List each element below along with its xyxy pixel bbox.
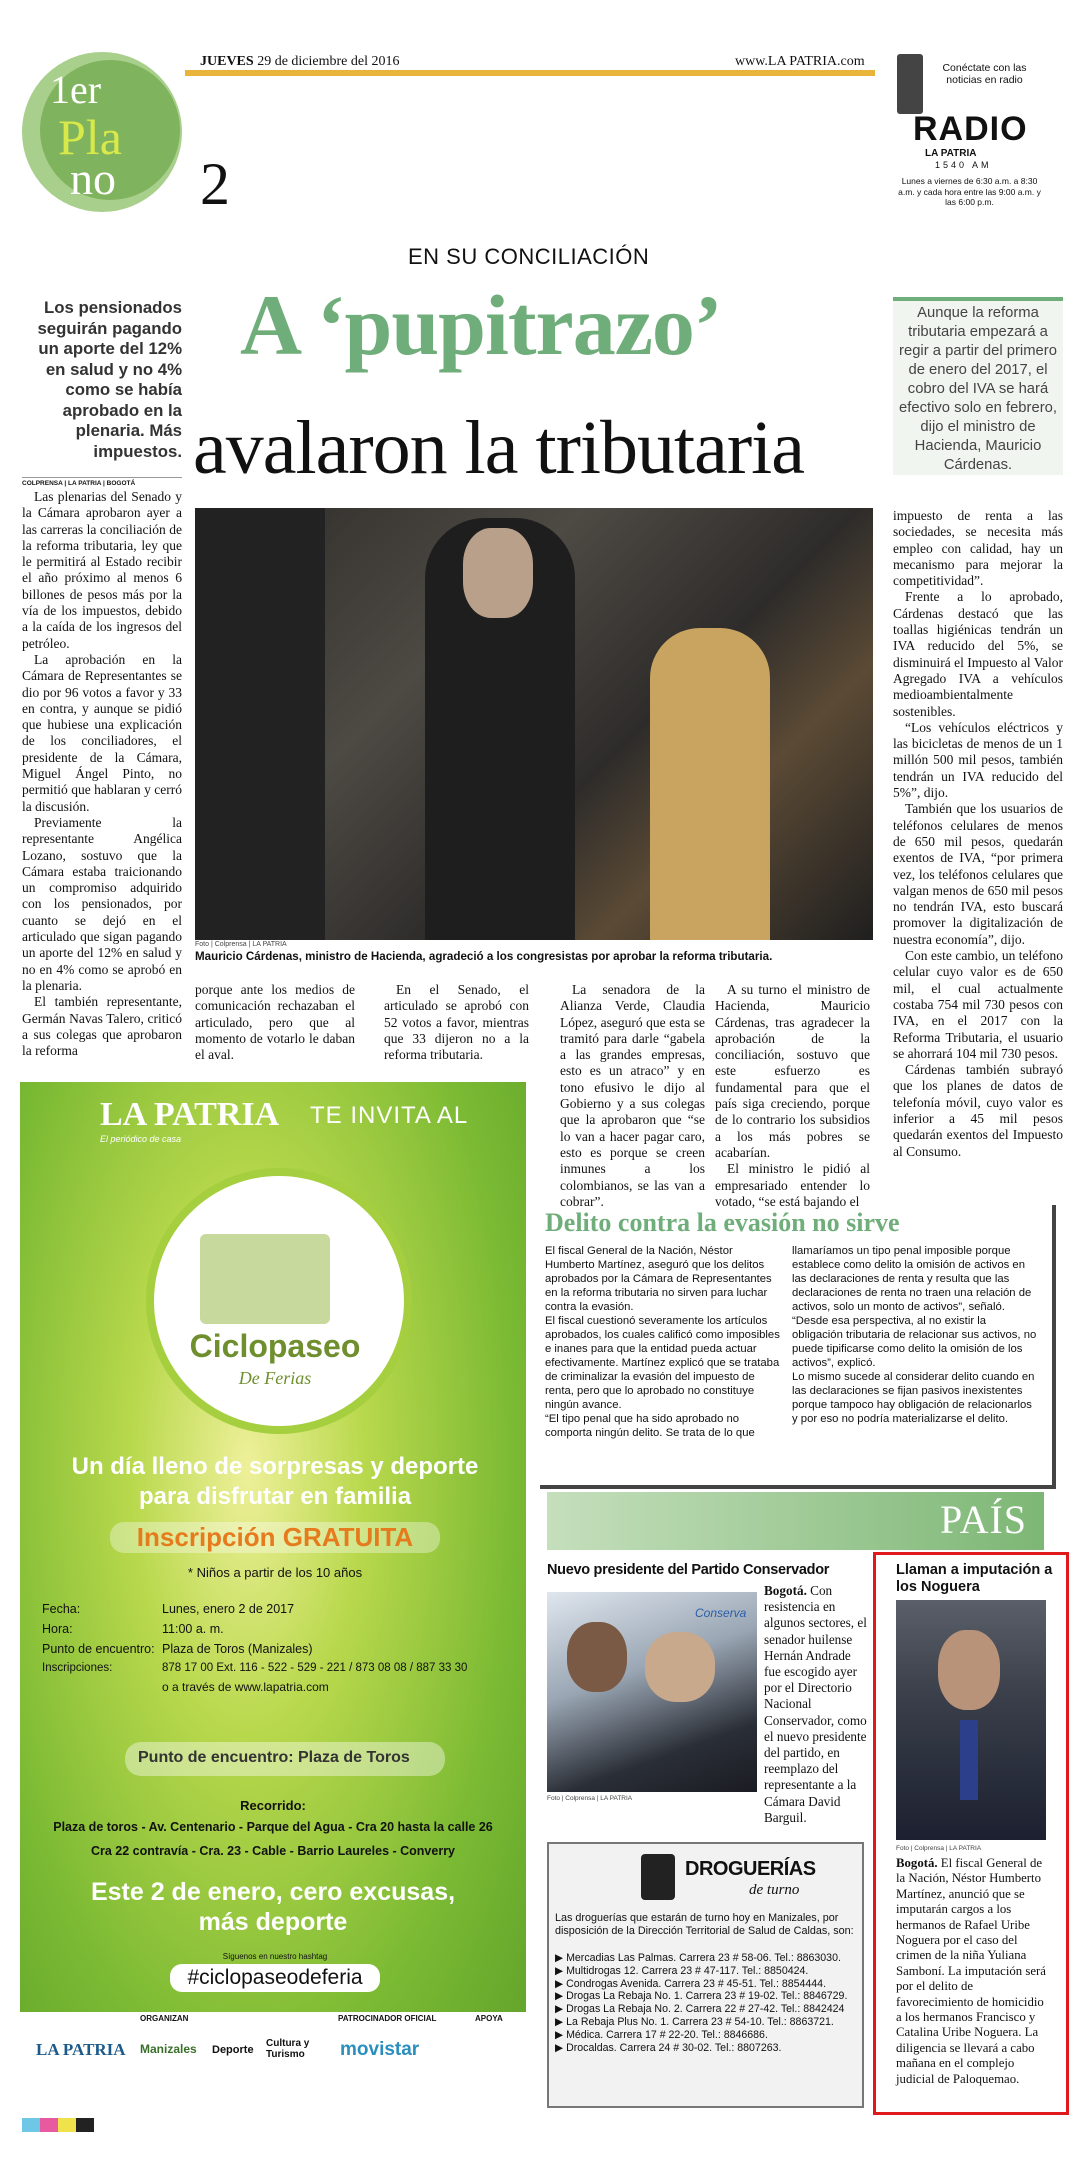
ad-detail-value: 11:00 a. m.: [162, 1622, 224, 1636]
ad-details: [42, 1602, 512, 1694]
ad-detail-row: [42, 1662, 512, 1674]
article-column-5: [715, 982, 870, 1210]
article-paragraph: Las plenarias del Senado y la Cámara aprobaron ayer a las carreras la conciliación de la reforma tributaria, ley que le permitirá al Estado recibir el año próximo al menos 6 billones de pesos más por la vía de los impuestos, debido a la caída de los ingresos del petróleo.: [22, 489, 182, 651]
story2-text: [896, 1856, 1051, 2087]
headline-line2: avalaron la tributaria: [193, 406, 805, 490]
story1-photo: [547, 1592, 757, 1792]
ad-web[interactable]: o a través de www.lapatria.com: [162, 1680, 329, 1694]
main-photo: [195, 508, 873, 940]
article-kicker: EN SU CONCILIACIÓN: [408, 244, 650, 269]
article-paragraph: También que los usuarios de teléfonos celulares de menos de 650 mil pesos, quedarán exentos de IVA, “por primera vez, los teléfonos celulares que valgan menos de 650 mil pesos no tendrán IVA, esto buscará promover la digitalización de nuestra economía”, dijo.: [893, 801, 1063, 947]
drogueria-text: Drogas La Rebaja No. 2. Carrera 22 # 27-42. Tel.: 8842424: [566, 2003, 845, 2016]
story2-photo-credit: Foto | Colprensa | LA PATRIA: [896, 1845, 982, 1852]
ad-detail-key: Hora:: [42, 1622, 73, 1636]
drogueria-item: ▶ Multidrogas 12. Carrera 23 # 47-117. Tel.: 8850424.: [555, 1964, 809, 1977]
header-date-text: 29 de diciembre del 2016: [257, 54, 400, 69]
droguerias-box: [547, 1842, 864, 2108]
article-paragraph: La senadora de la Alianza Verde, Claudia López, aseguró que esta se tramitó para darle “gabela a las grandes empresas, esto es un atraco” y en tono efusivo le dijo al Gobierno y a sus colegas que la aprobaron que “se lo van a hacer pagar caro, esto es porque se creen inmunes a los colombianos, se las van a cobrar”.: [560, 982, 705, 1209]
ad-hashtag[interactable]: #ciclopaseodeferia: [170, 1964, 380, 1992]
drogueria-text: Drogas La Rebaja No. 1. Carrera 23 # 19-02. Tel.: 8846729.: [566, 1990, 848, 2003]
article-paragraph: Frente a lo aprobado, Cárdenas destacó que las toallas higiénicas tendrán un IVA reducido del 5%, se disminuirá el Impuesto al Valor Agregado IVA a vehículos medioambientalmente sostenibles.: [893, 589, 1063, 719]
story1-text: [764, 1583, 869, 1826]
sponsor-manizales: Manizales: [140, 2042, 197, 2056]
story1-dateline: Bogotá.: [764, 1583, 807, 1598]
drogueria-item: ▶ Drogas La Rebaja No. 2. Carrera 22 # 27-42. Tel.: 8842424: [555, 2003, 845, 2016]
story1-photo-sign: Conserva: [695, 1606, 747, 1620]
article-paragraph: Previamente la representante Angélica Lozano, sostuvo que la Cámara estaba traicionando un compromiso adquirido con los pensionados, por cuanto se dejó en el articulado que sigan pagando un aporte del 12% en salud y no en 4% como se aprobó en la plenaria.: [22, 814, 182, 993]
ad-age-note: * Niños a partir de los 10 años: [187, 1565, 363, 1580]
ad-detail-key: Inscripciones:: [42, 1662, 113, 1674]
ad-follow: Síguenos en nuestro hashtag: [222, 1952, 328, 1961]
article-byline: COLPRENSA | LA PATRIA | BOGOTÁ: [22, 477, 182, 487]
photo-figure-face: [938, 1630, 1000, 1710]
ad-route-1: Plaza de toros - Av. Centenario - Parque del Agua - Cra 20 hasta la calle 26: [53, 1820, 493, 1834]
ad-slogan: Este 2 de enero, cero excusas, más deporte: [90, 1878, 456, 1936]
sponsor-deporte: Deporte: [212, 2044, 254, 2056]
ad-detail-value: 878 17 00 Ext. 116 - 522 - 529 - 221 / 873 08 08 / 887 33 30: [162, 1662, 468, 1674]
article-column-3: [384, 982, 529, 1063]
photo-figure-face: [645, 1632, 715, 1702]
microphone-icon: [897, 54, 923, 114]
story1-title: Nuevo presidente del Partido Conservador: [547, 1562, 830, 1578]
drogueria-text: Multidrogas 12. Carrera 23 # 47-117. Tel.: 8850424.: [566, 1964, 809, 1977]
radio-promo: [895, 54, 1045, 224]
story2-title: Llaman a imputación a los Noguera: [896, 1562, 1053, 1595]
section-logo-line2: Pla: [58, 109, 122, 165]
ad-detail-key: Fecha:: [42, 1602, 81, 1616]
article-column-6: [893, 508, 1063, 1160]
ad-event-sub: De Ferias: [238, 1368, 312, 1388]
ad-meeting: Punto de encuentro: Plaza de Toros: [138, 1749, 410, 1766]
radio-brand: RADIO: [913, 110, 1028, 148]
lede-left: Los pensionados seguirán pagando un aporte del 12% en salud y no 4% como se había aprobado en la plenaria. Más impuestos.: [37, 298, 182, 461]
droguerias-brand-sub: de turno: [749, 1882, 800, 1898]
color-swatch: [22, 2118, 40, 2132]
headline-line1: A ‘pupitrazo’: [240, 277, 722, 373]
ad-apoya: APOYA: [475, 2014, 503, 2023]
header-rule: [185, 70, 875, 76]
ad-detail-key: Punto de encuentro:: [42, 1642, 155, 1656]
article-column-1: [22, 489, 182, 1059]
ad-brand: LA PATRIA: [100, 1096, 280, 1133]
droguerias-list: [555, 1952, 860, 2054]
delito-title: Delito contra la evasión no sirve: [545, 1208, 900, 1237]
drogueria-text: La Rebaja Plus No. 1. Carrera 23 # 54-10. Tel.: 8863721.: [566, 2015, 834, 2028]
lede-right: Aunque la reforma tributaria empezará a regir a partir del primero de enero del 2017, el cobro del IVA se hará efectivo solo en febrero, dijo el ministro de Hacienda, Mauricio Cárdenas.: [893, 297, 1063, 475]
drogueria-text: Drocaldas. Carrera 24 # 30-02. Tel.: 8807263.: [566, 2041, 782, 2054]
article-paragraph: Cárdenas también subrayó que los planes de datos de telefonía móvil, cuyo valor es inferior a 45 mil pesos quedarán exentos del Impuesto al Consumo.: [893, 1062, 1063, 1159]
article-column-4: [560, 982, 705, 1210]
ad-registration: Inscripción GRATUITA: [110, 1522, 440, 1553]
section-logo-line1: 1er: [50, 67, 102, 112]
article-paragraph: En el Senado, el articulado se aprobó con 52 votos a favor, mientras que 33 dijeron no a la reforma tributaria.: [384, 982, 529, 1063]
drogueria-item: ▶ Mercadias Las Palmas. Carrera 23 # 58-06. Tel.: 8863030.: [555, 1952, 841, 1964]
article-paragraph: “Los vehículos eléctricos y las bicicletas de menos de un 1 millón 500 mil pesos, también tendrán un IVA reducido del 5%”, dijo.: [893, 719, 1063, 801]
story1-photo-credit: Foto | Colprensa | LA PATRIA: [547, 1795, 633, 1802]
header-date: [200, 54, 399, 70]
radio-frequency: 1540 AM: [935, 160, 992, 170]
section-logo-line3: no: [70, 153, 116, 204]
article-paragraph: La aprobación en la Cámara de Representantes se dio por 96 votos a favor y 33 en contra, y aunque se pidió que hubiese una explicación de los conciliadores, el presidente de la Cámara, Miguel Ángel Pinto, no permitió que hablaran y cerró la discusión.: [22, 651, 182, 814]
photo-figure-woman: [650, 628, 770, 940]
photo-credit: Foto | Colprensa | LA PATRIA: [195, 941, 287, 948]
color-swatch: [76, 2118, 94, 2132]
drogueria-text: Condrogas Avenida. Carrera 23 # 45-51. Tel.: 8854444.: [566, 1977, 827, 1990]
drogueria-text: Médica. Carrera 17 # 22-20. Tel.: 8846686.: [566, 2028, 768, 2041]
ad-brand-tag: El periódico de casa: [100, 1134, 182, 1144]
article-paragraph: El también representante, Germán Navas Talero, criticó a sus colegas que aprobaron la reforma: [22, 994, 182, 1059]
ad-detail-value: Lunes, enero 2 de 2017: [162, 1602, 295, 1616]
ad-invite: TE INVITA AL: [310, 1102, 469, 1129]
radio-schedule: Lunes a viernes de 6:30 a.m. a 8:30 a.m. y cada hora entre las 9:00 a.m. y las 6:00 p.m.: [898, 176, 1041, 207]
droguerias-intro: Las droguerías que estarán de turno hoy en Manizales, por disposición de la Dirección Territorial de Salud de Caldas, son:: [555, 1912, 854, 1937]
drogueria-item: ▶ Médica. Carrera 17 # 22-20. Tel.: 8846686.: [555, 2028, 768, 2041]
article-paragraph: porque ante los medios de comunicación rechazaban el articulado, pero que al momento de votarlo le daban el aval.: [195, 982, 355, 1063]
ad-detail-row: [42, 1642, 512, 1656]
ad-tagline: Un día lleno de sorpresas y deporte para disfrutar en familia: [71, 1453, 479, 1510]
ad-detail-row: [42, 1602, 512, 1616]
pais-section-label: PAÍS: [940, 1497, 1028, 1542]
ad-event-name: Ciclopaseo: [189, 1328, 361, 1364]
sponsor-cultura: Cultura y Turismo: [266, 2038, 310, 2060]
delito-text-left: El fiscal General de la Nación, Néstor Humberto Martínez, aseguró que los delitos aprobados por la Cámara de Representantes en la reforma tributaria no sirven para luchar contra la evasión. El fiscal cuestionó severamente los artículos aprobados, los cuales calificó como imposibles e inanes para que la entidad pueda actuar efectivamente. Martínez explicó que se trataba de criminalizar la evasión del impuesto de renta, pero que lo aprobado no constituye ningún avance. “El tipo penal que ha sido aprobado no comporta ningún delito. Se trata de lo que: [545, 1245, 780, 1439]
ciclopaseo-ad[interactable]: [20, 1082, 526, 2097]
article-paragraph: A su turno el ministro de Hacienda, Mauricio Cárdenas, tras agradecer la aprobación de la conciliación, sostuvo que este esfuerzo es fundamental para que el país siga creciendo, porque de lo contrario los subsidios a los más pobres se acabarían.: [715, 982, 870, 1160]
story2-photo: [896, 1600, 1046, 1840]
header-day: JUEVES: [200, 54, 254, 69]
color-swatch: [58, 2118, 76, 2132]
ad-organizan: ORGANIZAN: [140, 2014, 189, 2023]
ad-detail-row: [42, 1622, 512, 1636]
sponsor-la-patria: LA PATRIA: [36, 2040, 126, 2059]
article-paragraph: impuesto de renta a las sociedades, se necesita más empleo con calidad, hay un mecanismo para mejorar la competitividad”.: [893, 508, 1063, 589]
photo-figure-face: [567, 1622, 627, 1692]
print-color-bar: [22, 2118, 94, 2137]
ad-route-title: Recorrido:: [240, 1798, 306, 1813]
story2-body: El fiscal General de la Nación, Néstor Humberto Martínez, anunció que se imputarán cargos a los hermanos de Rafael Uribe Noguera por el caso del crimen de la niña Yuliana Samboní. La imputación será por el delito de favorecimiento de homicidio a los hermanos Francisco y Catalina Uribe Noguera. La diligencia se llevará a cabo mañana en el complejo judicial de Paloquemao.: [896, 1856, 1046, 2086]
header-site[interactable]: www.LA PATRIA.com: [735, 54, 865, 69]
photo-caption: Mauricio Cárdenas, ministro de Hacienda, agradeció a los congresistas por aprobar la reforma tributaria.: [195, 950, 773, 963]
photo-figure-left: [195, 508, 325, 940]
drogueria-item: ▶ Condrogas Avenida. Carrera 23 # 45-51. Tel.: 8854444.: [555, 1977, 827, 1990]
drogueria-item: ▶ La Rebaja Plus No. 1. Carrera 23 # 54-10. Tel.: 8863721.: [555, 2015, 834, 2028]
page-number: 2: [200, 151, 230, 217]
droguerias-brand: DROGUERÍAS: [685, 1858, 816, 1880]
story2-dateline: Bogotá.: [896, 1856, 938, 1870]
ad-patrocinador: PATROCINADOR OFICIAL: [338, 2014, 437, 2023]
sponsor-movistar: movistar: [340, 2039, 420, 2060]
drogueria-item: ▶ Drogas La Rebaja No. 1. Carrera 23 # 19-02. Tel.: 8846729.: [555, 1990, 848, 2003]
photo-figure-head: [463, 528, 533, 618]
drogueria-item: ▶ Drocaldas. Carrera 24 # 30-02. Tel.: 8807263.: [555, 2041, 782, 2054]
delito-text-right: llamaríamos un tipo penal imposible porque establece como delito la omisión de activos en las declaraciones de renta y resulta que las declaraciones de renta no traen una relación de activos, solo un monto de activos”, señaló. “Desde esa perspectiva, al no existir la obligación tributaria de relacionar sus activos, no puede tipificarse como delito la omisión de los activos”, explicó. Lo mismo sucede al considerar delito cuando en las declaraciones se fijan pasivos inexistentes porque tampoco hay obligación de relacionarlos y por eso no podría materializarse el delito.: [792, 1245, 1037, 1425]
ad-detail-value: Plaza de Toros (Manizales): [162, 1642, 313, 1656]
story1-body: Con resistencia en algunos sectores, el senador huilense Hernán Andrade fue escogido ayer por el Directorio Nacional Conservador, como el nuevo presidente del partido, en reemplazo del representante a la Cámara David Barguil.: [764, 1583, 867, 1825]
radio-promo-text: Conéctate con las noticias en radio: [942, 62, 1027, 86]
radio-brand-sub: LA PATRIA: [925, 148, 977, 159]
article-paragraph: El ministro le pidió al empresariado entender lo votado, “se está bajando el: [715, 1161, 870, 1209]
drogueria-text: Mercadias Las Palmas. Carrera 23 # 58-06. Tel.: 8863030.: [566, 1952, 841, 1964]
article-paragraph: Con este cambio, un teléfono celular cuyo valor es de 650 mil, el cual actualmente costaba 754 mil 730 pesos con IVA, en el 2017 con la Reforma Tributaria, el usuario se ahorrará 104 mil 730 pesos.: [893, 948, 1063, 1061]
mortar-icon: [641, 1854, 675, 1900]
color-swatch: [40, 2118, 58, 2132]
photo-figure-tie: [960, 1720, 978, 1800]
ad-route-2: Cra 22 contravía - Cra. 23 - Cable - Barrio Laureles - Converry: [90, 1844, 456, 1858]
article-column-2: [195, 982, 355, 1063]
bicycle-icon: [200, 1234, 330, 1324]
